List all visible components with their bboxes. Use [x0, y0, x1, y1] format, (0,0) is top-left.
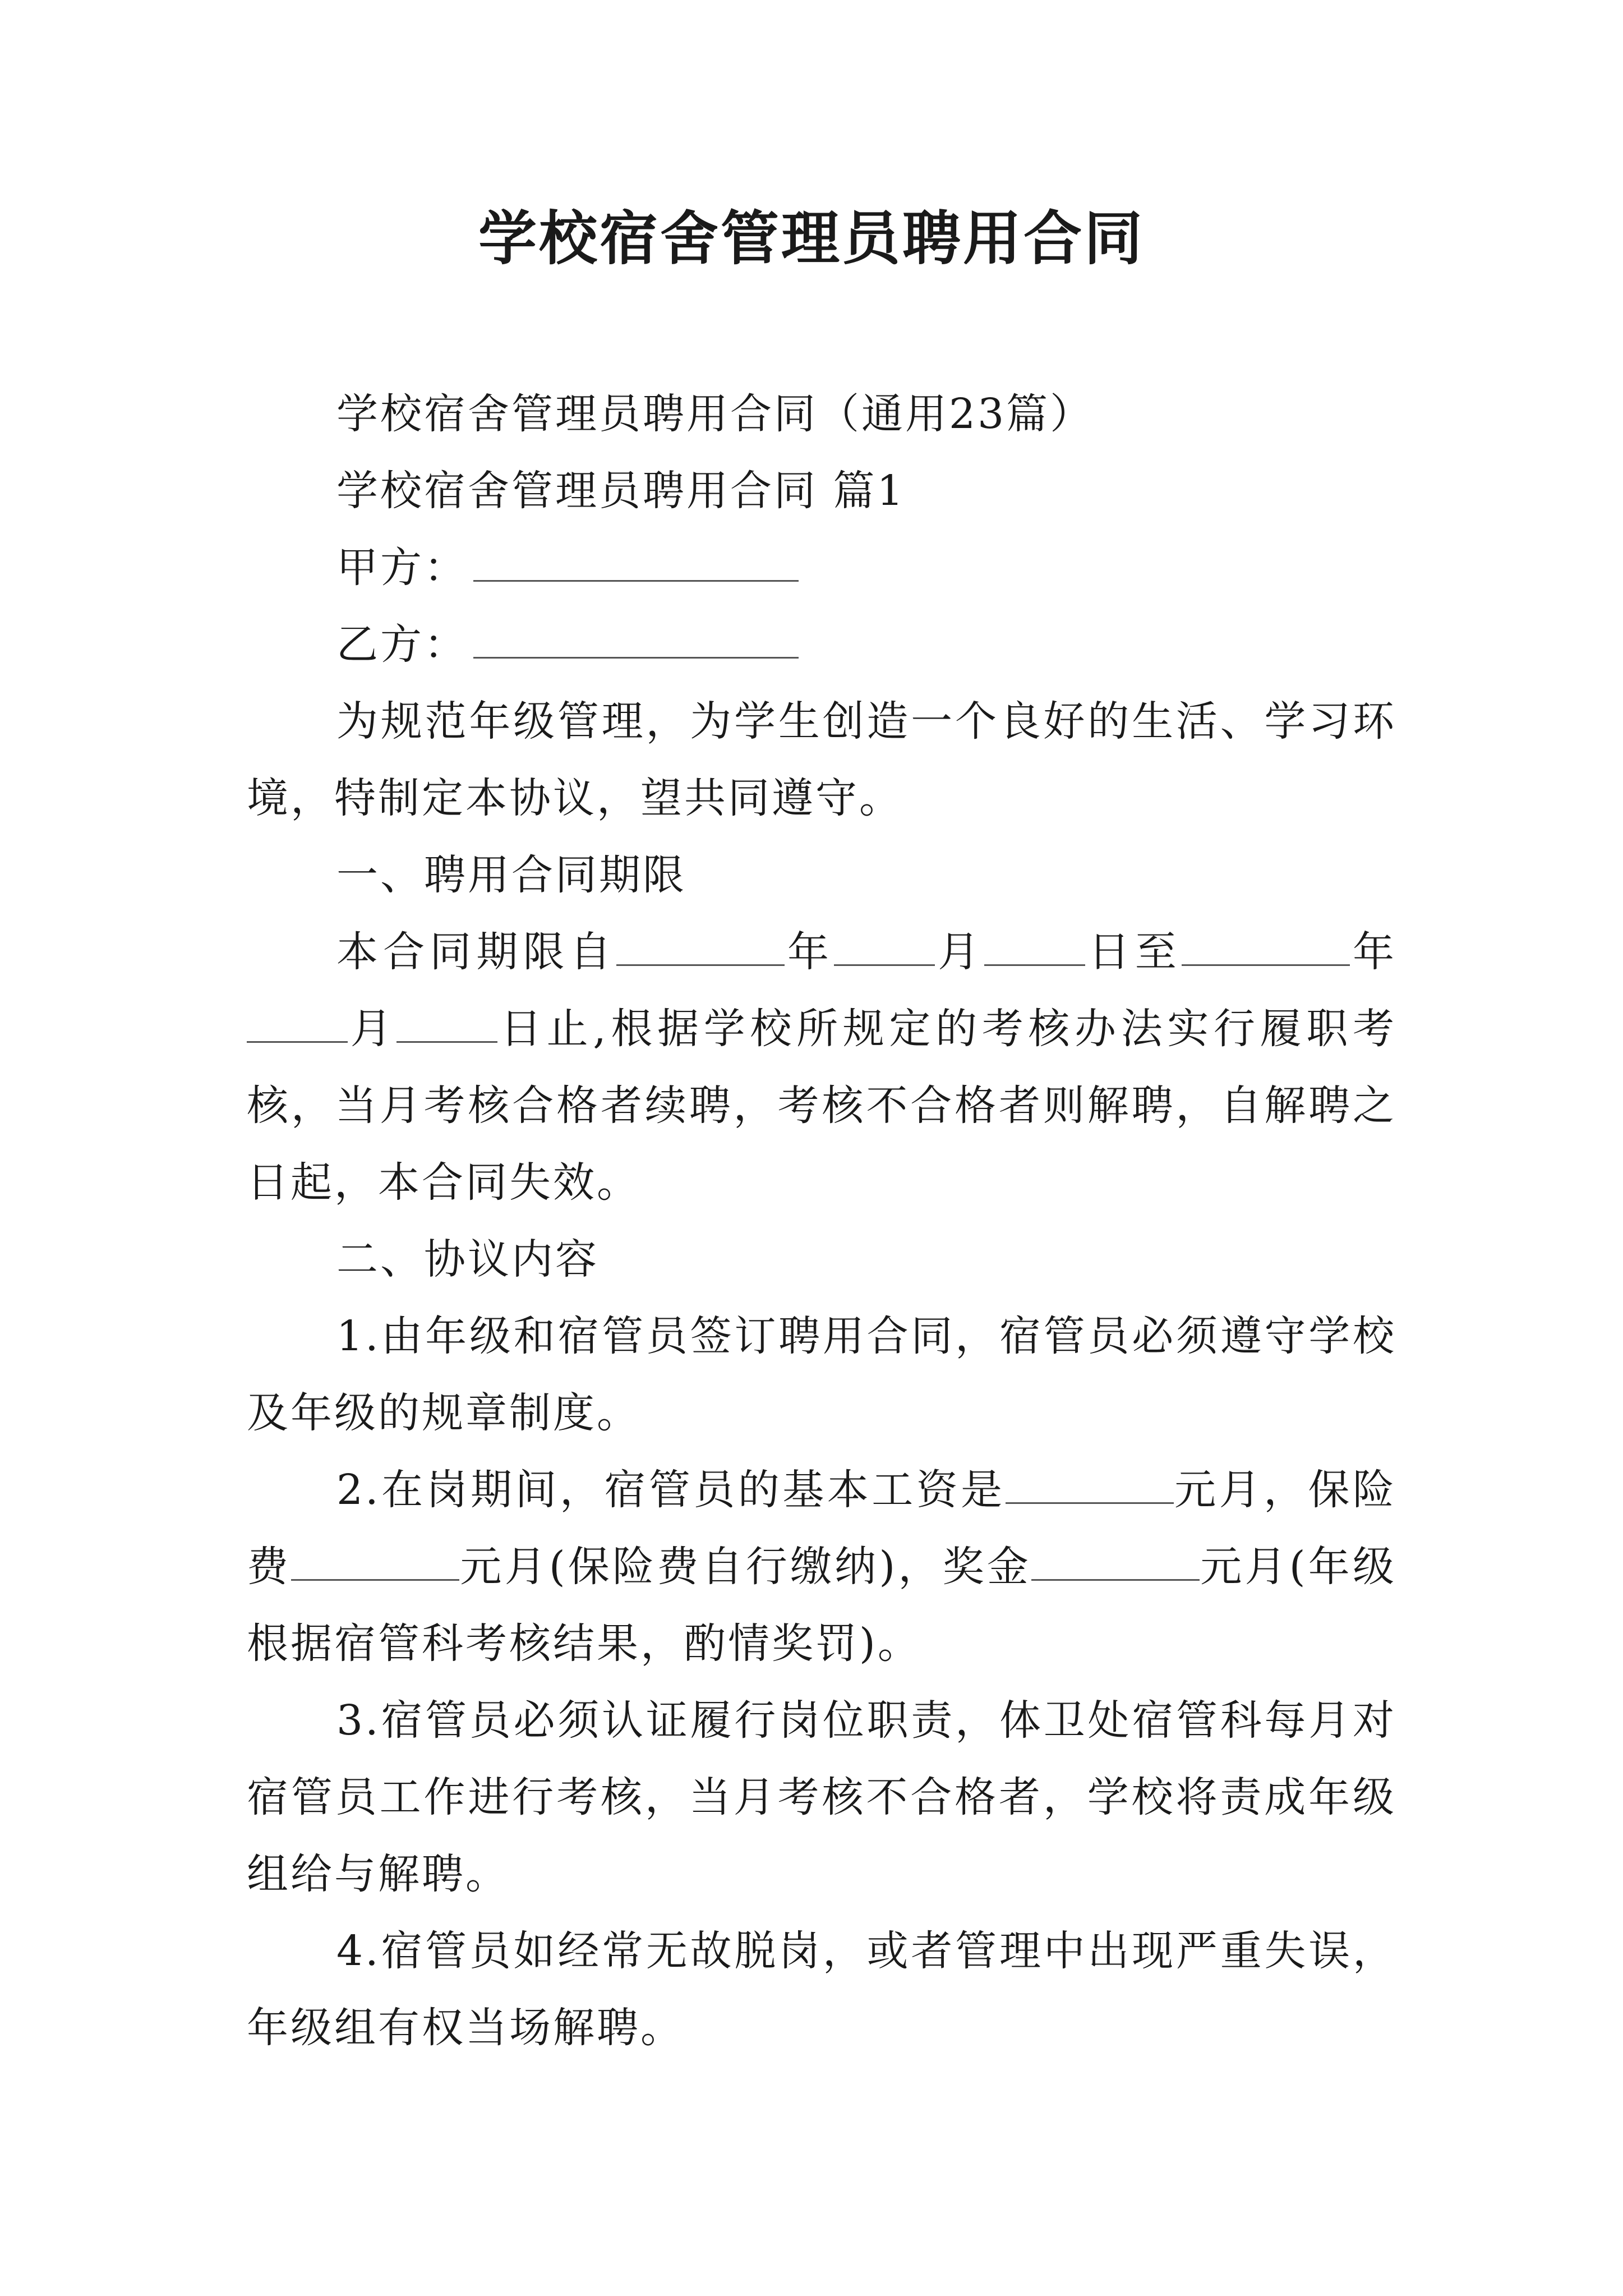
- document-body: [247, 376, 1396, 2067]
- party-b-blank: [473, 623, 799, 659]
- item-3-paragraph: 3.宿管员必须认证履行岗位职责，体卫处宿管科每月对宿管员工作进行考核，当月考核不合格者，学校将责成年级组给与解聘。: [247, 1696, 1396, 1898]
- end-year-blank: [1182, 931, 1350, 966]
- party-a-label: 甲方：: [336, 544, 468, 592]
- bonus-blank: [1031, 1545, 1200, 1581]
- item-2-text-3: 元月(保险费自行缴纳)，奖金: [459, 1543, 1032, 1591]
- term-paragraph: [247, 914, 1396, 1221]
- term-text-5: 年: [1349, 928, 1397, 976]
- section-heading: 学校宿舍管理员聘用合同 篇1: [336, 467, 906, 515]
- party-b-label: 乙方：: [336, 620, 468, 669]
- start-month-blank: [834, 931, 935, 966]
- term-text-7: 日止,根据学校所规定的考核办法实行履职考核，当月考核合格者续聘，考核不合格者则解聘，自解聘之日起，本合同失效。: [247, 1005, 1397, 1207]
- party-a-line: [247, 530, 1396, 606]
- party-a-blank: [473, 546, 799, 582]
- term-text-3: 月: [935, 928, 985, 976]
- intro-paragraph: 为规范年级管理，为学生创造一个良好的生活、学习环境，特制定本协议，望共同遵守。: [247, 697, 1396, 822]
- party-b-line: [247, 606, 1396, 683]
- term-text-2: 年: [784, 928, 834, 976]
- item-2-text-2: 元月，保险费: [247, 1466, 1397, 1591]
- end-day-blank: [396, 1007, 497, 1043]
- term-text-4: 日至: [1085, 928, 1182, 976]
- item-2-text-4: 元月(年级根据宿管科考核结果，酌情奖罚)。: [247, 1543, 1397, 1668]
- item-2-paragraph: [247, 1452, 1396, 1682]
- document-subtitle: 学校宿舍管理员聘用合同（通用23篇）: [336, 390, 1094, 438]
- item-4-paragraph: 4.宿管员如经常无故脱岗，或者管理中出现严重失误，年级组有权当场解聘。: [247, 1927, 1396, 2052]
- end-month-blank: [247, 1007, 348, 1043]
- heading-agreement-content: 二、协议内容: [336, 1235, 599, 1283]
- base-salary-blank: [1006, 1469, 1174, 1504]
- start-day-blank: [984, 931, 1085, 966]
- insurance-blank: [291, 1545, 459, 1581]
- heading-contract-term: 一、聘用合同期限: [336, 851, 686, 899]
- term-text-1: 本合同期限自: [336, 928, 616, 976]
- start-year-blank: [616, 931, 785, 966]
- item-1-paragraph: 1.由年级和宿管员签订聘用合同，宿管员必须遵守学校及年级的规章制度。: [247, 1312, 1396, 1437]
- document-title: 学校宿舍管理员聘用合同: [478, 204, 1145, 273]
- item-2-text-1: 2.在岗期间，宿管员的基本工资是: [336, 1466, 1006, 1514]
- term-text-6: 月: [348, 1005, 397, 1053]
